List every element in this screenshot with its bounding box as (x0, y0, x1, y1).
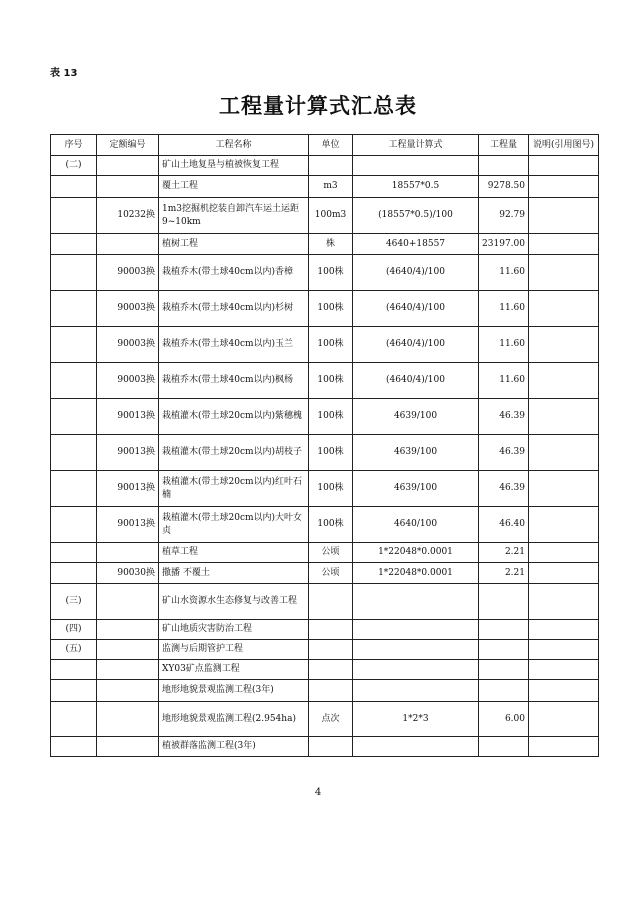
cell-seq: (三) (51, 584, 97, 620)
header-seq: 序号 (51, 135, 97, 156)
cell-qty: 11.60 (479, 255, 529, 291)
cell-seq (51, 563, 97, 584)
cell-note (529, 435, 599, 471)
cell-formula: (4640/4)/100 (353, 255, 479, 291)
table-label: 表 13 (50, 68, 78, 79)
cell-seq (51, 255, 97, 291)
cell-note (529, 399, 599, 435)
cell-name: 1m3挖掘机挖装自卸汽车运土运距9~10km (159, 198, 309, 234)
cell-qty: 9278.50 (479, 176, 529, 198)
cell-note (529, 563, 599, 584)
cell-unit: 株 (309, 234, 353, 255)
cell-seq (51, 702, 97, 737)
cell-seq (51, 660, 97, 680)
cell-unit: 公顷 (309, 563, 353, 584)
cell-name: 监测与后期管护工程 (159, 640, 309, 660)
quantity-summary-table (50, 134, 599, 757)
cell-seq (51, 399, 97, 435)
table-row (51, 543, 599, 563)
cell-formula (353, 584, 479, 620)
table-row (51, 640, 599, 660)
cell-formula (353, 680, 479, 702)
cell-formula (353, 737, 479, 757)
cell-name: 撒播 不覆土 (159, 563, 309, 584)
table-row (51, 584, 599, 620)
cell-formula: 4639/100 (353, 399, 479, 435)
cell-name: 栽植乔木(带土球40cm以内)杉树 (159, 291, 309, 327)
table-row (51, 176, 599, 198)
cell-code: 10232换 (97, 198, 159, 234)
cell-code (97, 234, 159, 255)
cell-unit (309, 620, 353, 640)
cell-note (529, 156, 599, 176)
cell-note (529, 507, 599, 543)
cell-note (529, 640, 599, 660)
cell-formula: 18557*0.5 (353, 176, 479, 198)
cell-seq: (四) (51, 620, 97, 640)
cell-unit (309, 680, 353, 702)
cell-note (529, 198, 599, 234)
cell-qty: 46.39 (479, 471, 529, 507)
cell-name: 矿山地质灾害防治工程 (159, 620, 309, 640)
page-number: 4 (314, 787, 322, 798)
cell-formula: 4640+18557 (353, 234, 479, 255)
page-title: 工程量计算式汇总表 (219, 94, 417, 118)
cell-qty: 46.39 (479, 399, 529, 435)
cell-note (529, 543, 599, 563)
cell-code: 90013换 (97, 399, 159, 435)
cell-code: 90003换 (97, 291, 159, 327)
table-row (51, 327, 599, 363)
header-qty: 工程量 (479, 135, 529, 156)
cell-unit (309, 660, 353, 680)
cell-qty (479, 680, 529, 702)
cell-qty: 11.60 (479, 291, 529, 327)
cell-unit: 100株 (309, 363, 353, 399)
cell-note (529, 680, 599, 702)
cell-code (97, 737, 159, 757)
cell-unit (309, 156, 353, 176)
header-name: 工程名称 (159, 135, 309, 156)
cell-code: 90013换 (97, 471, 159, 507)
cell-formula: 1*22048*0.0001 (353, 563, 479, 584)
table-row (51, 660, 599, 680)
cell-formula: (18557*0.5)/100 (353, 198, 479, 234)
cell-name: 栽植灌木(带土球20cm以内)紫穗槐 (159, 399, 309, 435)
cell-code: 90003换 (97, 255, 159, 291)
table-row (51, 702, 599, 737)
cell-unit: 100株 (309, 399, 353, 435)
cell-name: 矿山水资源水生态修复与改善工程 (159, 584, 309, 620)
cell-seq (51, 176, 97, 198)
cell-formula (353, 620, 479, 640)
cell-note (529, 234, 599, 255)
cell-name: 地形地貌景观监测工程(2.954ha) (159, 702, 309, 737)
cell-unit: 100株 (309, 435, 353, 471)
cell-note (529, 620, 599, 640)
cell-unit: 100m3 (309, 198, 353, 234)
cell-note (529, 255, 599, 291)
header-note: 说明(引用图号) (529, 135, 599, 156)
cell-name: 栽植灌木(带土球20cm以内)红叶石楠 (159, 471, 309, 507)
cell-formula: 1*22048*0.0001 (353, 543, 479, 563)
cell-unit (309, 584, 353, 620)
cell-seq (51, 507, 97, 543)
cell-formula: (4640/4)/100 (353, 327, 479, 363)
cell-seq (51, 234, 97, 255)
cell-code: 90013换 (97, 435, 159, 471)
cell-unit (309, 640, 353, 660)
table-row (51, 399, 599, 435)
cell-code (97, 640, 159, 660)
cell-code (97, 702, 159, 737)
cell-seq (51, 543, 97, 563)
cell-name: 栽植灌木(带土球20cm以内)胡枝子 (159, 435, 309, 471)
cell-code (97, 176, 159, 198)
cell-name: XY03矿点监测工程 (159, 660, 309, 680)
cell-formula: 4640/100 (353, 507, 479, 543)
table-row (51, 471, 599, 507)
table-row (51, 156, 599, 176)
cell-qty (479, 737, 529, 757)
cell-formula: (4640/4)/100 (353, 291, 479, 327)
cell-qty: 11.60 (479, 363, 529, 399)
table-row (51, 255, 599, 291)
table-row (51, 680, 599, 702)
cell-unit: 点次 (309, 702, 353, 737)
cell-code (97, 620, 159, 640)
header-code: 定额编号 (97, 135, 159, 156)
cell-formula: 1*2*3 (353, 702, 479, 737)
cell-note (529, 176, 599, 198)
cell-unit: 100株 (309, 255, 353, 291)
cell-seq (51, 291, 97, 327)
cell-seq (51, 198, 97, 234)
cell-code (97, 584, 159, 620)
cell-qty (479, 640, 529, 660)
cell-note (529, 702, 599, 737)
cell-seq (51, 471, 97, 507)
cell-formula (353, 156, 479, 176)
cell-code: 90003换 (97, 327, 159, 363)
cell-unit: m3 (309, 176, 353, 198)
cell-seq: (五) (51, 640, 97, 660)
cell-qty: 46.40 (479, 507, 529, 543)
cell-unit: 100株 (309, 471, 353, 507)
table-row (51, 291, 599, 327)
cell-unit: 100株 (309, 327, 353, 363)
cell-formula (353, 640, 479, 660)
table-body (51, 156, 599, 757)
cell-note (529, 471, 599, 507)
table-row (51, 563, 599, 584)
cell-qty (479, 156, 529, 176)
cell-code (97, 680, 159, 702)
cell-code: 90013换 (97, 507, 159, 543)
cell-code (97, 543, 159, 563)
cell-name: 覆土工程 (159, 176, 309, 198)
cell-note (529, 327, 599, 363)
cell-seq (51, 435, 97, 471)
cell-seq (51, 363, 97, 399)
cell-name: 地形地貌景观监测工程(3年) (159, 680, 309, 702)
cell-unit: 100株 (309, 507, 353, 543)
cell-note (529, 660, 599, 680)
cell-seq (51, 680, 97, 702)
table-row (51, 198, 599, 234)
cell-formula: (4640/4)/100 (353, 363, 479, 399)
cell-code (97, 660, 159, 680)
cell-note (529, 363, 599, 399)
table-row (51, 234, 599, 255)
cell-seq (51, 737, 97, 757)
cell-code (97, 156, 159, 176)
cell-qty: 23197.00 (479, 234, 529, 255)
cell-qty: 2.21 (479, 563, 529, 584)
cell-qty: 11.60 (479, 327, 529, 363)
cell-unit (309, 737, 353, 757)
header-unit: 单位 (309, 135, 353, 156)
table-row (51, 435, 599, 471)
table-row (51, 620, 599, 640)
cell-name: 栽植乔木(带土球40cm以内)玉兰 (159, 327, 309, 363)
cell-qty: 2.21 (479, 543, 529, 563)
cell-code: 90030换 (97, 563, 159, 584)
cell-formula (353, 660, 479, 680)
table-row (51, 507, 599, 543)
cell-unit: 100株 (309, 291, 353, 327)
cell-name: 植树工程 (159, 234, 309, 255)
cell-qty (479, 620, 529, 640)
table-header-row (51, 135, 599, 156)
cell-qty (479, 660, 529, 680)
header-formula: 工程量计算式 (353, 135, 479, 156)
cell-note (529, 291, 599, 327)
cell-name: 矿山土地复垦与植被恢复工程 (159, 156, 309, 176)
cell-note (529, 737, 599, 757)
cell-name: 植草工程 (159, 543, 309, 563)
cell-qty (479, 584, 529, 620)
cell-seq (51, 327, 97, 363)
cell-code: 90003换 (97, 363, 159, 399)
cell-unit: 公顷 (309, 543, 353, 563)
table-row (51, 737, 599, 757)
cell-name: 栽植灌木(带土球20cm以内)大叶女贞 (159, 507, 309, 543)
cell-seq: (二) (51, 156, 97, 176)
cell-name: 植被群落监测工程(3年) (159, 737, 309, 757)
cell-formula: 4639/100 (353, 471, 479, 507)
cell-formula: 4639/100 (353, 435, 479, 471)
cell-qty: 92.79 (479, 198, 529, 234)
cell-name: 栽植乔木(带土球40cm以内)香樟 (159, 255, 309, 291)
cell-note (529, 584, 599, 620)
cell-qty: 6.00 (479, 702, 529, 737)
cell-qty: 46.39 (479, 435, 529, 471)
table-row (51, 363, 599, 399)
cell-name: 栽植乔木(带土球40cm以内)枫杨 (159, 363, 309, 399)
